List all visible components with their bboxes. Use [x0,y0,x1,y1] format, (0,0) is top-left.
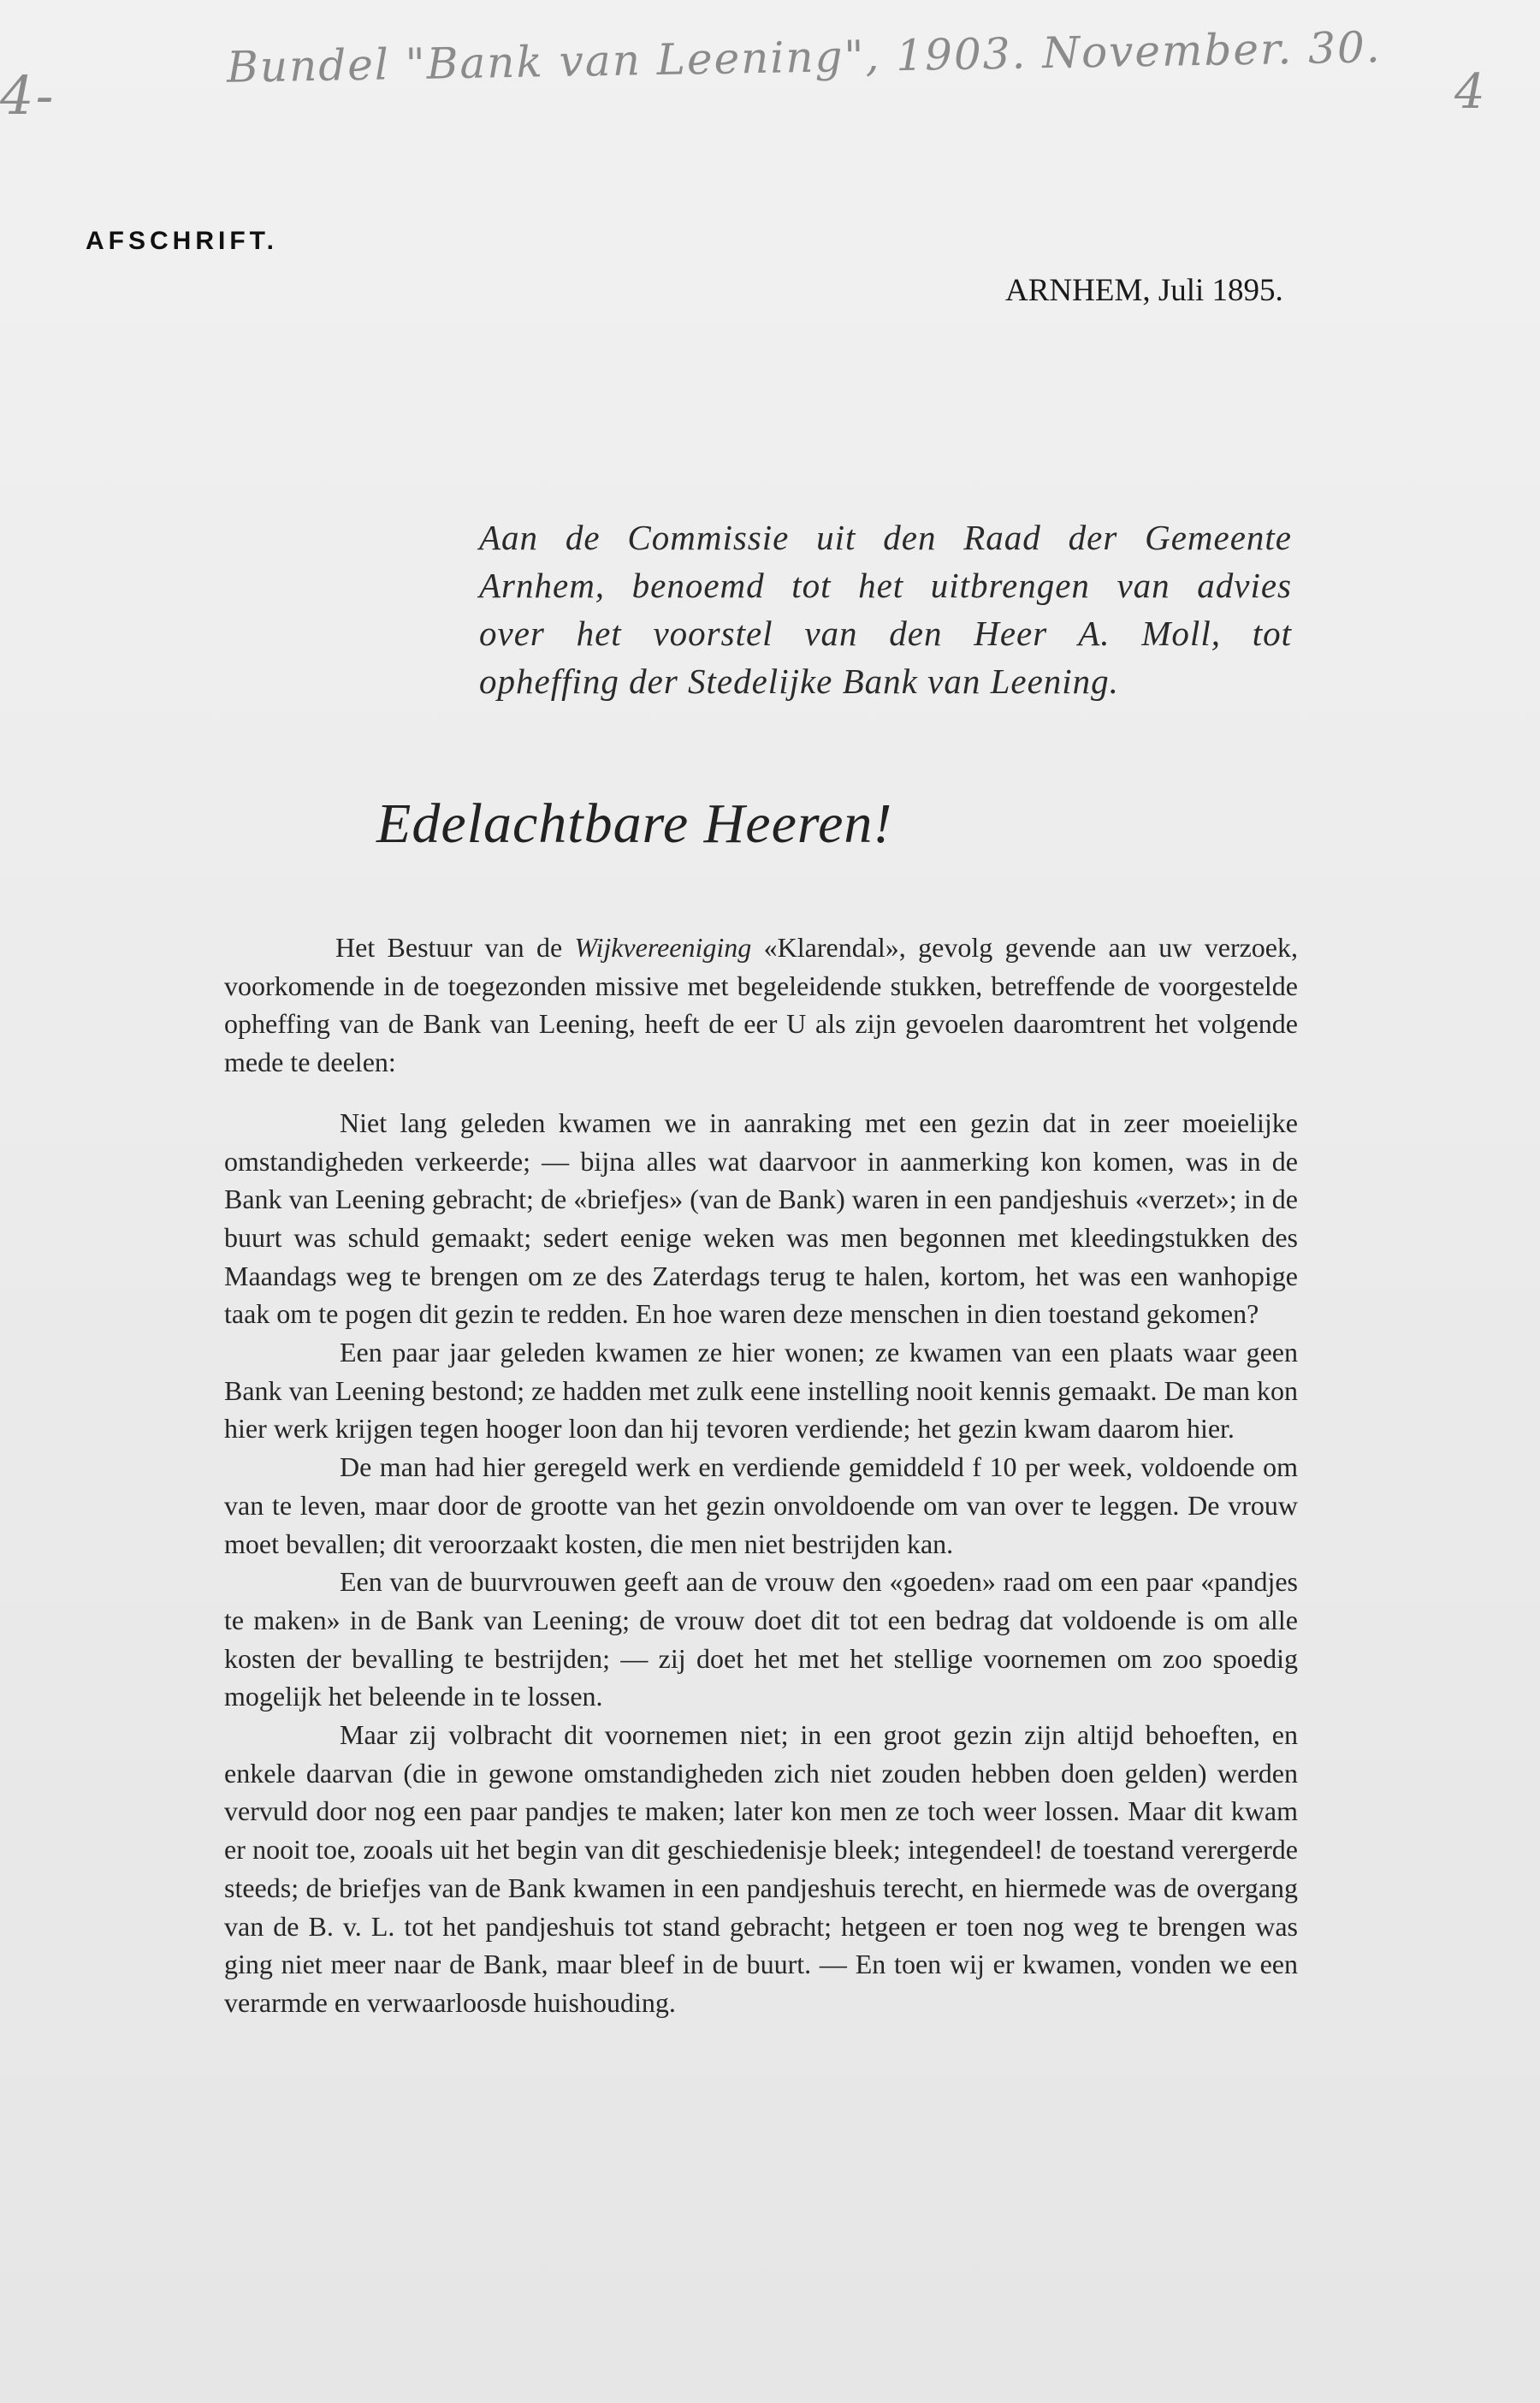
intro-paragraph [224,929,1298,1082]
dateline: ARNHEM, Juli 1895. [1005,273,1283,308]
document-label: AFSCHRIFT. [86,227,278,255]
intro-text-cont: «Klarendal», gevolg gevende aan uw verzoek, voorkomende in de toegezonden missive met begeleidende stukken, betreffende de voorgestelde opheffing van de Bank van Leening, heeft de eer U als zijn gevoelen daaromtrent het volgende mede te deelen: [224,932,1299,1078]
pencil-page-number-right: 4 [1454,64,1487,120]
address-line: over het voorstel van den Heer A. Moll, tot [479,614,1292,653]
intro-emphasis: Wijkvereeniging [574,932,752,963]
body-paragraph: Niet lang geleden kwamen we in aanraking met een gezin dat in zeer moeielijke omstandigheden verkeerde; — bijna alles wat daarvoor in aanmerking kon komen, was in de Bank van Leening gebracht; de «briefjes» (van de Bank) waren in een pandjeshuis «verzet»; in de buurt was schuld gemaakt; sedert eenige weken was men begonnen met kleedingstukken des Maandags weg te brengen om ze des Zaterdags terug te halen, kortom, het was een wanhopige taak om te pogen dit gezin te redden. En hoe waren deze menschen in dien toestand gekomen? [224,1107,1298,1330]
address-line: Arnhem, benoemd tot het uitbrengen van advies [479,566,1292,605]
address-line: opheffing der Stedelijke Bank van Leening. [479,662,1119,701]
letter-body [224,929,1298,2022]
body-paragraph: Een van de buurvrouwen geeft aan de vrouw den «goeden» raad om een paar «pandjes te maken» in de Bank van Leening; de vrouw doet dit tot een bedrag dat voldoende is om alle kosten der bevalling te bestrijden; — zij doet het met het stellige voornemen om zoo spoedig mogelijk het beleende in te lossen. [224,1566,1298,1712]
address-line: Aan de Commissie uit den Raad der Gemeente [479,518,1292,557]
body-paragraph: Een paar jaar geleden kwamen ze hier wonen; ze kwamen van een plaats waar geen Bank van Leening bestond; ze hadden met zulk eene instelling nooit kennis gemaakt. De man kon hier werk krijgen tegen hooger loon dan hij tevoren verdiende; het gezin kwam daarom hier. [224,1337,1298,1445]
intro-text: Het Bestuur van de [335,932,575,963]
body-paragraph: Maar zij volbracht dit voornemen niet; in een groot gezin zijn altijd behoeften, en enkele daarvan (die in gewone omstandigheden zich niet zouden hebben doen gelden) werden vervuld door nog een paar pandjes te maken; later kon men ze toch weer lossen. Maar dit kwam er nooit toe, zooals uit het begin van dit geschiedenisje bleek; integendeel! de toestand verergerde steeds; de briefjes van de Bank kwamen in een pandjeshuis terecht, en hiermede was de overgang van de B. v. L. tot het pandjeshuis tot stand gebracht; hetgeen er toen nog weg te brengen was ging niet meer naar de Bank, maar bleef in de buurt. — En toen wij er kwamen, vonden we een verarmde en verwaarloosde huishouding. [224,1719,1298,2018]
body-paragraph: De man had hier geregeld werk en verdiende gemiddeld f 10 per week, voldoende om van te leven, maar door de grootte van het gezin onvoldoende om van over te leggen. De vrouw moet bevallen; dit veroorzaakt kosten, die men niet bestrijden kan. [224,1451,1298,1559]
pencil-annotation-top: Bundel "Bank van Leening", 1903. November. 30. [226,22,1383,92]
address-block [479,513,1292,705]
salutation: Edelachtbare Heeren! [376,792,893,855]
pencil-page-number-left: 4- [0,64,56,127]
